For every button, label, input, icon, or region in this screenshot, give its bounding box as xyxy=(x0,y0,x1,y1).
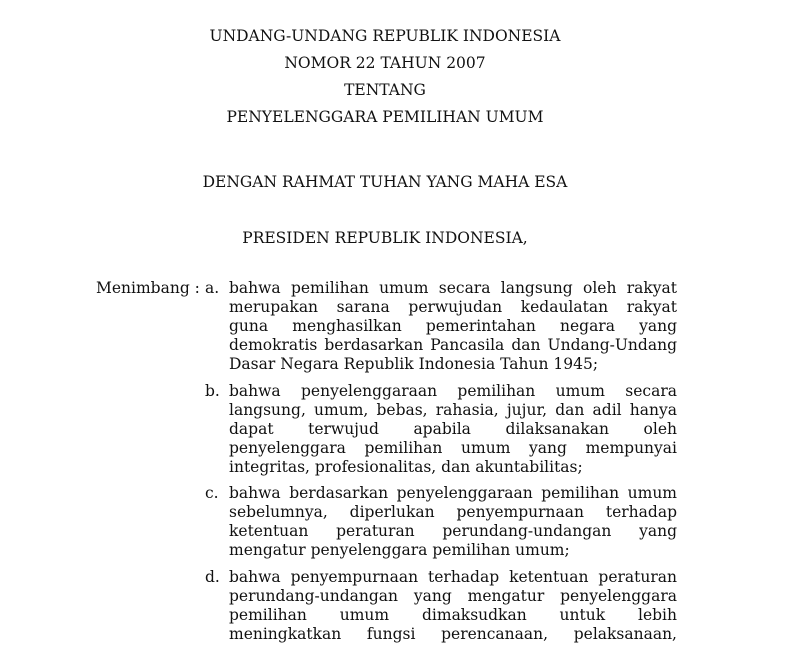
item-line: demokratis berdasarkan Pancasila dan Undang-Undang xyxy=(229,336,677,354)
item-line: sebelumnya, diperlukan penyempurnaan terhadap xyxy=(229,503,677,521)
item-line: bahwa pemilihan umum secara langsung oleh rakyat xyxy=(229,279,677,297)
item-marker: a. xyxy=(205,279,220,297)
item-line: penyelenggara pemilihan umum yang mempunyai xyxy=(229,439,677,457)
item-line: integritas, profesionalitas, dan akuntabilitas; xyxy=(229,458,583,476)
item-line: dapat terwujud apabila dilaksanakan oleh xyxy=(229,420,677,438)
item-line: ketentuan peraturan perundang-undangan yang xyxy=(229,522,677,540)
law-subject: PENYELENGGARA PEMILIHAN UMUM xyxy=(226,108,544,126)
law-number: NOMOR 22 TAHUN 2007 xyxy=(284,54,486,72)
item-line: merupakan sarana perwujudan kedaulatan rakyat xyxy=(229,298,677,316)
item-line: perundang-undangan yang mengatur penyelenggara xyxy=(229,587,677,605)
item-line: bahwa penyelenggaraan pemilihan umum secara xyxy=(229,382,677,400)
item-line: Dasar Negara Republik Indonesia Tahun 1945; xyxy=(229,355,599,373)
president-heading: PRESIDEN REPUBLIK INDONESIA, xyxy=(242,229,528,247)
item-line: bahwa penyempurnaan terhadap ketentuan peraturan xyxy=(229,568,677,586)
invocation: DENGAN RAHMAT TUHAN YANG MAHA ESA xyxy=(202,173,568,191)
item-line: guna menghasilkan pemerintahan negara yang xyxy=(229,317,677,335)
item-body xyxy=(229,279,677,374)
item-marker: b. xyxy=(205,382,220,400)
item-line: meningkatkan fungsi perencanaan, pelaksanaan, xyxy=(229,625,677,643)
item-line: pemilihan umum dimaksudkan untuk lebih xyxy=(229,606,677,624)
law-title: UNDANG-UNDANG REPUBLIK INDONESIA xyxy=(209,27,561,45)
item-body xyxy=(229,568,677,644)
item-line: langsung, umum, bebas, rahasia, jujur, dan adil hanya xyxy=(229,401,677,419)
item-marker: c. xyxy=(205,484,219,502)
item-marker: d. xyxy=(205,568,220,586)
item-body xyxy=(229,484,677,560)
law-about: TENTANG xyxy=(344,81,426,99)
considering-label: Menimbang : xyxy=(96,279,200,297)
item-line: bahwa berdasarkan penyelenggaraan pemilihan umum xyxy=(229,484,677,502)
item-line: mengatur penyelenggara pemilihan umum; xyxy=(229,541,570,559)
item-body xyxy=(229,382,677,477)
